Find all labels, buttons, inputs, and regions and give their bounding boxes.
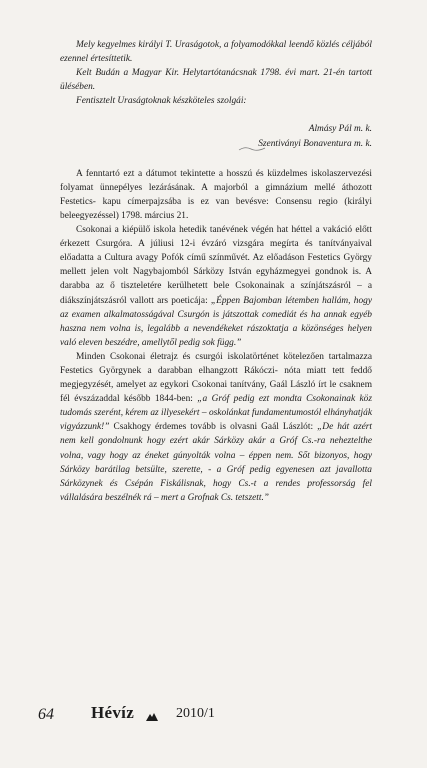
paragraph-3-quote-1: „a Gróf pedig ezt mondta Csokonainak köz tudomás szerént, kérem az illyesekért – oskolánkat fundamentumostól elhányhatják vigyázzunk!”: [60, 394, 372, 433]
signature-1: Almásy Pál m. k.: [308, 124, 372, 135]
mountain-logo-icon: [146, 712, 158, 721]
paragraph-3-text-a: Minden Csokonai életrajz és csurgói iskolatörténet kötelezően tartalmazza Festetics Györgynek a darabban elhangzott Rákóczi- nóta miatt tett feddő megjegyzését, amelyet az egykori Csokonai tanítvány, Gaál László írt le csaknem fél évszázaddal később 1844-ben:: [60, 351, 372, 405]
letter-line-3: Fentisztelt Uraságtoknak készköteles szolgái:: [76, 96, 247, 107]
letter-line-1: Mely kegyelmes királyi T. Uraságotok, a folyamodókkal leendő közlés céljából ezennel értesíttetik.: [60, 40, 372, 65]
spacer: [60, 108, 372, 115]
flourish-ornament-icon: [237, 145, 267, 153]
magazine-name: Hévíz: [91, 703, 135, 722]
paragraph-2-quote: „Éppen Bajomban létemben hallám, hogy az examen alkalmatosságával Csurgón is játszottak comediát és ha annak egyéb haszna nem volna is, legalább a nevendékeket rászoktatja a közönséges helyen való eleven beszédre, amellytől pedig sok függ.”: [60, 295, 372, 348]
page-number: 64: [38, 706, 54, 723]
paragraph-1: A fenntartó ezt a dátumot tekintette a hosszú és küzdelmes iskolaszervezési folyamat ünnepélyes lezárásának. A majorból a gimnázium mellé áthozott Festetics- kapu címerpajzsába is ez van bevésve: Consensu regio (királyi beleegyezéssel) 1798. március 21.: [60, 168, 372, 221]
paragraph-3: [60, 350, 372, 505]
spacer: [60, 159, 372, 167]
paragraph-2-text: Csokonai a kiépülő iskola hetedik tanévének végén hat héttel a vakáció előtt érkezett Csurgóra. A júliusi 12-i évzáró vizsgára megírta és tanítványaival előadatta a Cultura avagy Pofók című színművét. Az előadáson Festetics György mellett jelen volt Nagybajomból Sárközy István egyházmegyei gondnok is. A darabba az ő tiszteletére kerülhetett bele Csokonainak a színjátszásról – a diákszínjátszásról vallott ars poeticája:: [60, 225, 372, 306]
spacer: [60, 151, 372, 159]
signature-2: Szentiványi Bonaventura m. k.: [258, 138, 372, 149]
paragraph-3-text-b: Csakhogy érdemes tovább is olvasni Gaál Lászlót:: [109, 422, 318, 433]
paragraph-3-quote-2: „De hát azért nem kell gondolnunk hogy ezért akár Sárközy akár a Gróf Cs.-ra neheztelthe volna, vagy hogy az éneket gúnyolták volna – éppen nem. Sőt bizonyos, hogy Sárközy barátilag betsülte, szerette, - a Gróf pedig egyenesen azt javallotta Sárközynek és Csépán Fiskálisnak, hogy Cs.-t a rendes professorság fel vállalására beszélnék rá – mert a Grofnak Cs. tetszett.”: [60, 422, 372, 503]
letter-line-2: Kelt Budán a Magyar Kir. Helytartótanácsnak 1798. évi mart. 21-én tartott ülésében.: [60, 68, 372, 93]
article-text: [60, 38, 372, 505]
spacer: [60, 115, 372, 122]
paragraph-2: [60, 223, 372, 350]
page-footer: [0, 702, 427, 732]
issue-number: 2010/1: [176, 706, 215, 721]
